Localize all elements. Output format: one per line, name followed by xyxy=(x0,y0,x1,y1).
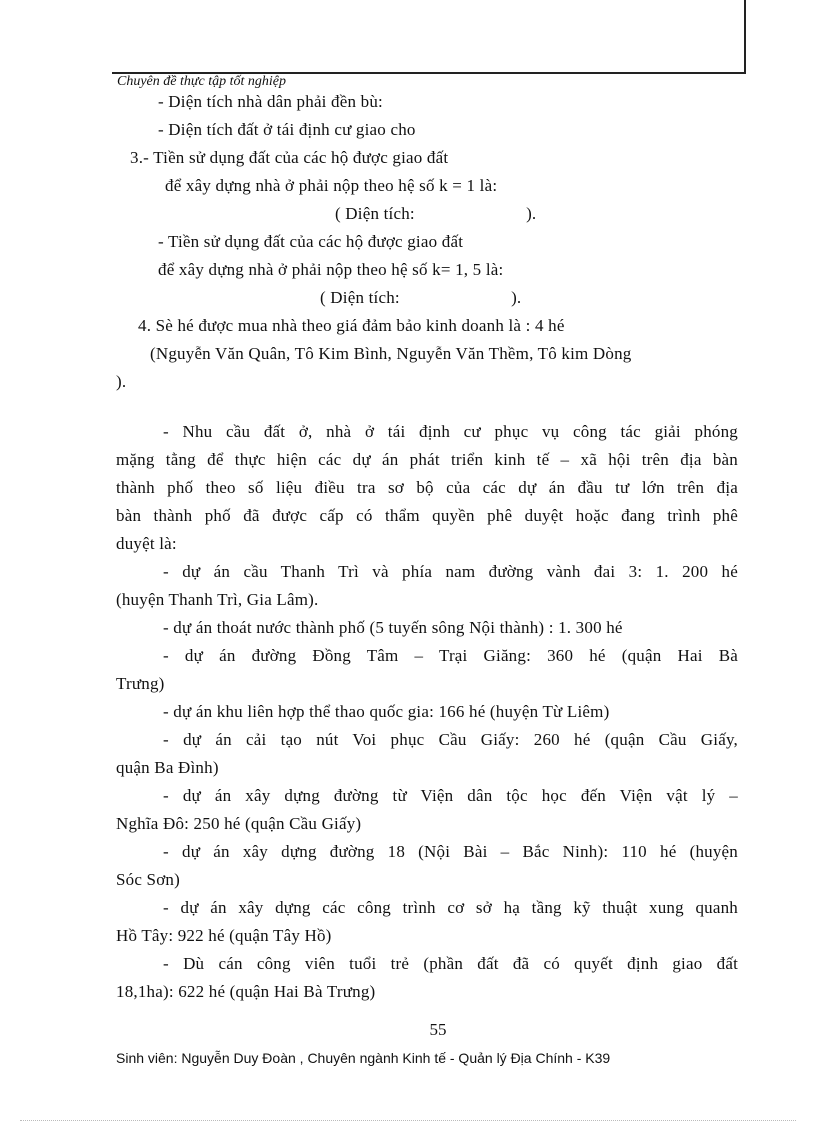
text-line: Trưng) xyxy=(116,674,165,693)
text-line: (huyện Thanh Trì, Gia Lâm). xyxy=(116,590,319,609)
text-line: - Tiền sử dụng đất của các hộ được giao đất xyxy=(158,232,464,251)
text-line: - dự án xây dựng đường 18 (Nội Bài – Bắc Ninh): 110 hé (huyện xyxy=(163,842,738,861)
text-line: bàn thành phố đã được cấp có thẩm quyền phê duyệt hoặc đang trình phê xyxy=(116,506,738,525)
text-line: ( Diện tích: ). xyxy=(335,204,537,223)
page-number: 55 xyxy=(429,1020,447,1039)
text-line: - dự án đường Đồng Tâm – Trại Giăng: 360 hé (quận Hai Bà xyxy=(163,646,738,665)
text-line: ). xyxy=(116,372,127,391)
text-line: 18,1ha): 622 hé (quận Hai Bà Trưng) xyxy=(116,982,376,1001)
text-line: - dự án cầu Thanh Trì và phía nam đường vành đai 3: 1. 200 hé xyxy=(163,562,738,581)
text-line: - dự án cải tạo nút Voi phục Cầu Giấy: 260 hé (quận Cầu Giấy, xyxy=(163,730,738,749)
text-line: quận Ba Đình) xyxy=(116,758,219,777)
text-line: duyệt là: xyxy=(116,534,177,553)
text-line: 3.- Tiền sử dụng đất của các hộ được giao đất xyxy=(130,148,449,167)
text-line: - Nhu cầu đất ở, nhà ở tái định cư phục vụ công tác giải phóng xyxy=(163,422,738,441)
text-line: - dự án xây dựng đường từ Viện dân tộc học đến Viện vật lý – xyxy=(163,786,738,805)
page-bottom-dotted-line xyxy=(20,1120,796,1121)
text-line: để xây dựng nhà ở phải nộp theo hệ số k = 1 là: xyxy=(165,176,498,195)
text-line: (Nguyễn Văn Quân, Tô Kim Bình, Nguyễn Văn Thềm, Tô kim Dòng xyxy=(150,344,632,363)
page-border-right xyxy=(744,0,746,74)
text-line: - Dù cán công viên tuổi trẻ (phần đất đã có quyết định giao đất xyxy=(163,954,738,973)
running-header: Chuyên đề thực tập tốt nghiệp xyxy=(117,74,286,89)
text-line: - dự án thoát nước thành phố (5 tuyến sông Nội thành) : 1. 300 hé xyxy=(163,618,623,637)
text-line: 4. Sè hé được mua nhà theo giá đảm bảo kinh doanh là : 4 hé xyxy=(138,316,565,335)
running-footer: Sinh viên: Nguyễn Duy Đoàn , Chuyên ngành Kinh tế - Quản lý Địa Chính - K39 xyxy=(116,1050,611,1066)
text-line: ( Diện tích: ). xyxy=(320,288,522,307)
text-line: - dự án xây dựng các công trình cơ sở hạ tầng kỹ thuật xung quanh xyxy=(163,898,738,917)
text-line: Nghĩa Đô: 250 hé (quận Cầu Giấy) xyxy=(116,814,362,833)
text-line: - Diện tích đất ở tái định cư giao cho xyxy=(158,120,416,139)
text-line: mặng tằng để thực hiện các dự án phát triển kinh tế – xã hội trên địa bàn xyxy=(116,450,738,469)
text-line: - dự án khu liên hợp thể thao quốc gia: 166 hé (huyện Từ Liêm) xyxy=(163,702,610,721)
text-line: để xây dựng nhà ở phải nộp theo hệ số k= 1, 5 là: xyxy=(158,260,504,279)
text-line: Hồ Tây: 922 hé (quận Tây Hồ) xyxy=(116,926,332,945)
text-line: - Diện tích nhà dân phải đền bù: xyxy=(158,92,383,111)
text-line: thành phố theo số liệu điều tra sơ bộ của các dự án đầu tư lớn trên địa xyxy=(116,478,738,497)
text-line: Sóc Sơn) xyxy=(116,870,180,889)
